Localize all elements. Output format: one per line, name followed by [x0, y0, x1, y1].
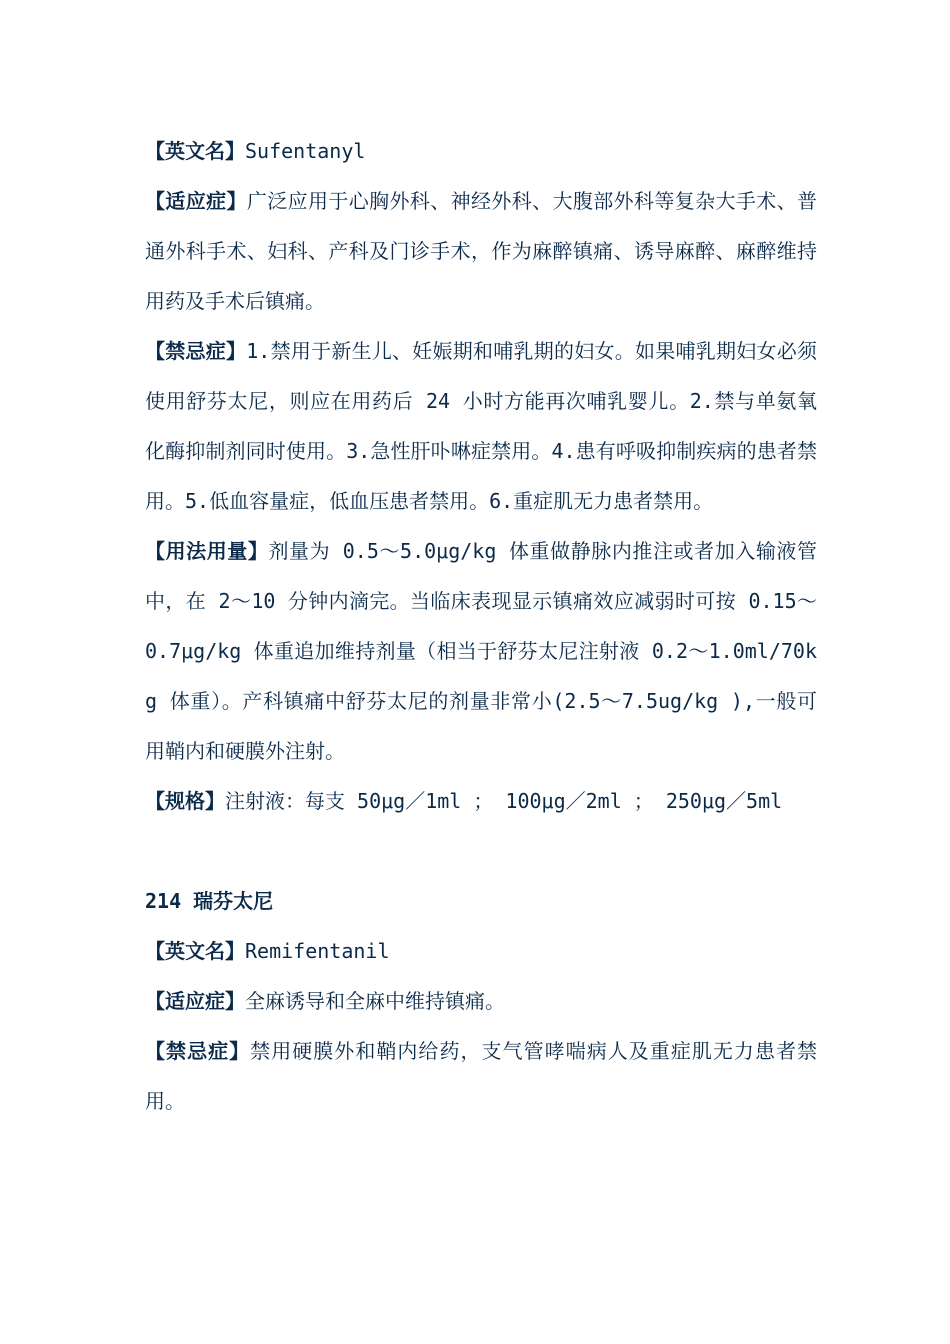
sufentanil-specification [145, 776, 817, 826]
indications-label: 【适应症】 [145, 189, 247, 213]
english-name-label: 【英文名】 [145, 939, 245, 963]
sufentanil-english-name [145, 126, 817, 176]
section-spacer [145, 826, 817, 876]
english-name-value: Sufentanyl [245, 139, 366, 163]
remifentanil-contraindications [145, 1026, 817, 1126]
remifentanil-heading: 214 瑞芬太尼 [145, 889, 274, 913]
remifentanil-english-name [145, 926, 817, 976]
dosage-text: 剂量为 0.5～5.0μg/kg 体重做静脉内推注或者加入输液管中，在 2～10 分钟内滴完。当临床表现显示镇痛效应减弱时可按 0.15～0.7μg/kg 体重追加维持剂量（相当于舒芬太尼注射液 0.2～1.0ml/70kg 体重）。产科镇痛中舒芬太尼的剂量非常小(2.5～7.5ug/kg ),一般可用鞘内和硬膜外注射。 [145, 539, 817, 763]
indications-label: 【适应症】 [145, 989, 245, 1013]
contraindications-text: 禁用硬膜外和鞘内给药，支气管哮喘病人及重症肌无力患者禁用。 [145, 1039, 818, 1113]
document-body [145, 126, 817, 1126]
sufentanil-dosage [145, 526, 817, 776]
dosage-label: 【用法用量】 [145, 539, 269, 563]
english-name-value: Remifentanil [245, 939, 390, 963]
remifentanil-indications [145, 976, 817, 1026]
sufentanil-indications [145, 176, 817, 326]
specification-text: 注射液：每支 50μg／1ml ； 100μg／2ml ； 250μg／5ml [225, 789, 783, 813]
english-name-label: 【英文名】 [145, 139, 245, 163]
contraindications-text: 1.禁用于新生儿、妊娠期和哺乳期的妇女。如果哺乳期妇女必须使用舒芬太尼，则应在用药后 24 小时方能再次哺乳婴儿。2.禁与单氨氧化酶抑制剂同时使用。3.急性肝卟啉症禁用。4.患有呼吸抑制疾病的患者禁用。5.低血容量症，低血压患者禁用。6.重症肌无力患者禁用。 [145, 339, 818, 513]
contraindications-label: 【禁忌症】 [145, 1039, 251, 1063]
sufentanil-contraindications [145, 326, 817, 526]
specification-label: 【规格】 [145, 789, 225, 813]
indications-text: 全麻诱导和全麻中维持镇痛。 [245, 989, 505, 1013]
contraindications-label: 【禁忌症】 [145, 339, 247, 363]
indications-text: 广泛应用于心胸外科、神经外科、大腹部外科等复杂大手术、普通外科手术、妇科、产科及门诊手术，作为麻醉镇痛、诱导麻醉、麻醉维持用药及手术后镇痛。 [145, 189, 817, 313]
